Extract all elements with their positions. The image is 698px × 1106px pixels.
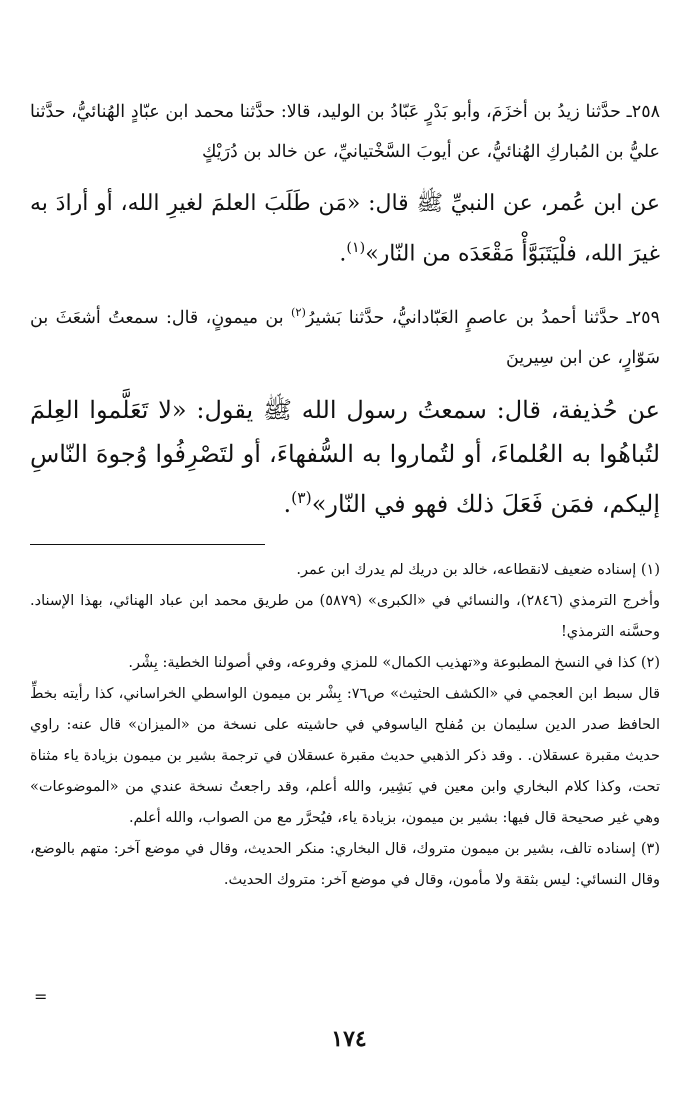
continuation-mark: = — [34, 987, 48, 1006]
hadith-259-matn-text: عن حُذيفة، قال: سمعتُ رسول الله ﷺ يقول: «لا تَعَلَّموا العِلمَ لتُباهُوا به العُلماءَ، أو لتُماروا به السُّفهاءَ، أو لتَصْرِفُوا وُجوهَ النّاسِ إليكم، فمَن فَعَلَ ذلك فهو في النّار» — [30, 396, 660, 519]
hadith-258-matn: عن ابن عُمر، عن النبيِّ ﷺ قال: «مَن طَلَبَ العلمَ لغيرِ الله، أو أرادَ به غيرَ الله، فلْيَتَبَوَّأْ مَقْعَدَه من النّار»$^{(١)}$. — [30, 191, 660, 267]
hadith-258-matn-text: عن ابن عُمر، عن النبيِّ ﷺ قال: «مَن طَلَبَ العلمَ لغيرِ الله، أو أرادَ به غيرَ الله، فلْيَتَبَوَّأْ مَقْعَدَه من النّار» — [30, 191, 660, 267]
hadith-259-isnad-text-b: بن ميمونٍ، قال: سمعتُ أشعَثَ بن سَوّارٍ، عن ابن سِيرينَ — [30, 308, 660, 369]
footnote-ref-3[interactable]: (٣) — [291, 489, 312, 508]
hadith-258-isnad — [30, 92, 660, 172]
footnote-ref-1[interactable]: (١) — [346, 240, 366, 256]
footnote-2: (٢) كذا في النسخ المطبوعة و«تهذيب الكمال» للمزي وفروعه، وفي أصولنا الخطية: بِشْر. — [128, 655, 660, 672]
footnote-2-continued: قال سبط ابن العجمي في «الكشف الحثيث» ص٧٦: بِشْر بن ميمون الواسطي الخراساني، كذا رأيته بخطِّ الحافظ صدر الدين سليمان بن مُفلح الياسوفي في حاشيته على نسخة من «الميزان» قال عنه: راوي حديث مقبرة عسقلان. . وقد ذكر الذهبي حديث مقبرة عسقلان في ترجمة بشير بن ميمون بزيادة ياء مثناة تحت، وكذا كلام البخاري وابن معين في بَشِير، والله أعلم، وقد راجعتُ نسخة عندي من «الموضوعات» وهي غير صحيحة قال فيها: بشير بن ميمون، بزيادة ياء، فيُحرَّر مع من الصواب، والله أعلم. — [30, 686, 660, 827]
footnote-1: (١) إسناده ضعيف لانقطاعه، خالد بن دريك لم يدرك ابن عمر. — [296, 562, 660, 579]
hadith-259-isnad-text-a: ٢٥٩ـ حدَّثنا أحمدُ بن عاصمٍ العَبّادانيُّ، حدَّثنا بَشيرُ — [305, 308, 660, 329]
footnote-divider — [30, 544, 265, 545]
hadith-258-isnad-text: ٢٥٨ـ حدَّثنا زيدُ بن أخزَمَ، وأبو بَدْرٍ عَبّادُ بن الوليد، قالا: حدَّثنا محمد ابن عبّادٍ الهُنائيُّ، حدَّثنا عليُّ بن المُباركِ الهُنائيُّ، عن أيوبَ السَّخْتيانيِّ، عن خالد بن دُرَيْكٍ — [30, 102, 660, 162]
hadith-259-isnad — [30, 292, 660, 378]
footnote-3: (٣) إسناده تالف، بشير بن ميمون متروك، قال البخاري: منكر الحديث، وقال في موضع آخر: متهم بالوضع، وقال النسائي: ليس بثقة ولا مأمون، وقال في موضع آخر: متروك الحديث. — [30, 841, 660, 889]
hadith-259-matn: عن حُذيفة، قال: سمعتُ رسول الله ﷺ يقول: «لا تَعَلَّموا العِلمَ لتُباهُوا به العُلماءَ، أو لتُماروا به السُّفهاءَ، أو لتَصْرِفُوا وُجوهَ النّاسِ إليكم، فمَن فَعَلَ ذلك فهو في النّار»$^{(٣)}$. — [30, 396, 660, 519]
page-number: ١٧٤ — [331, 1026, 367, 1052]
page-body — [30, 92, 660, 896]
footnote-1-continued: وأخرج الترمذي (٢٨٤٦)، والنسائي في «الكبرى» (٥٨٧٩) من طريق محمد ابن عباد الهنائي، بهذا الإسناد. وحسَّنه الترمذي! — [30, 593, 660, 641]
footnote-ref-2[interactable]: (٢) — [290, 305, 306, 320]
